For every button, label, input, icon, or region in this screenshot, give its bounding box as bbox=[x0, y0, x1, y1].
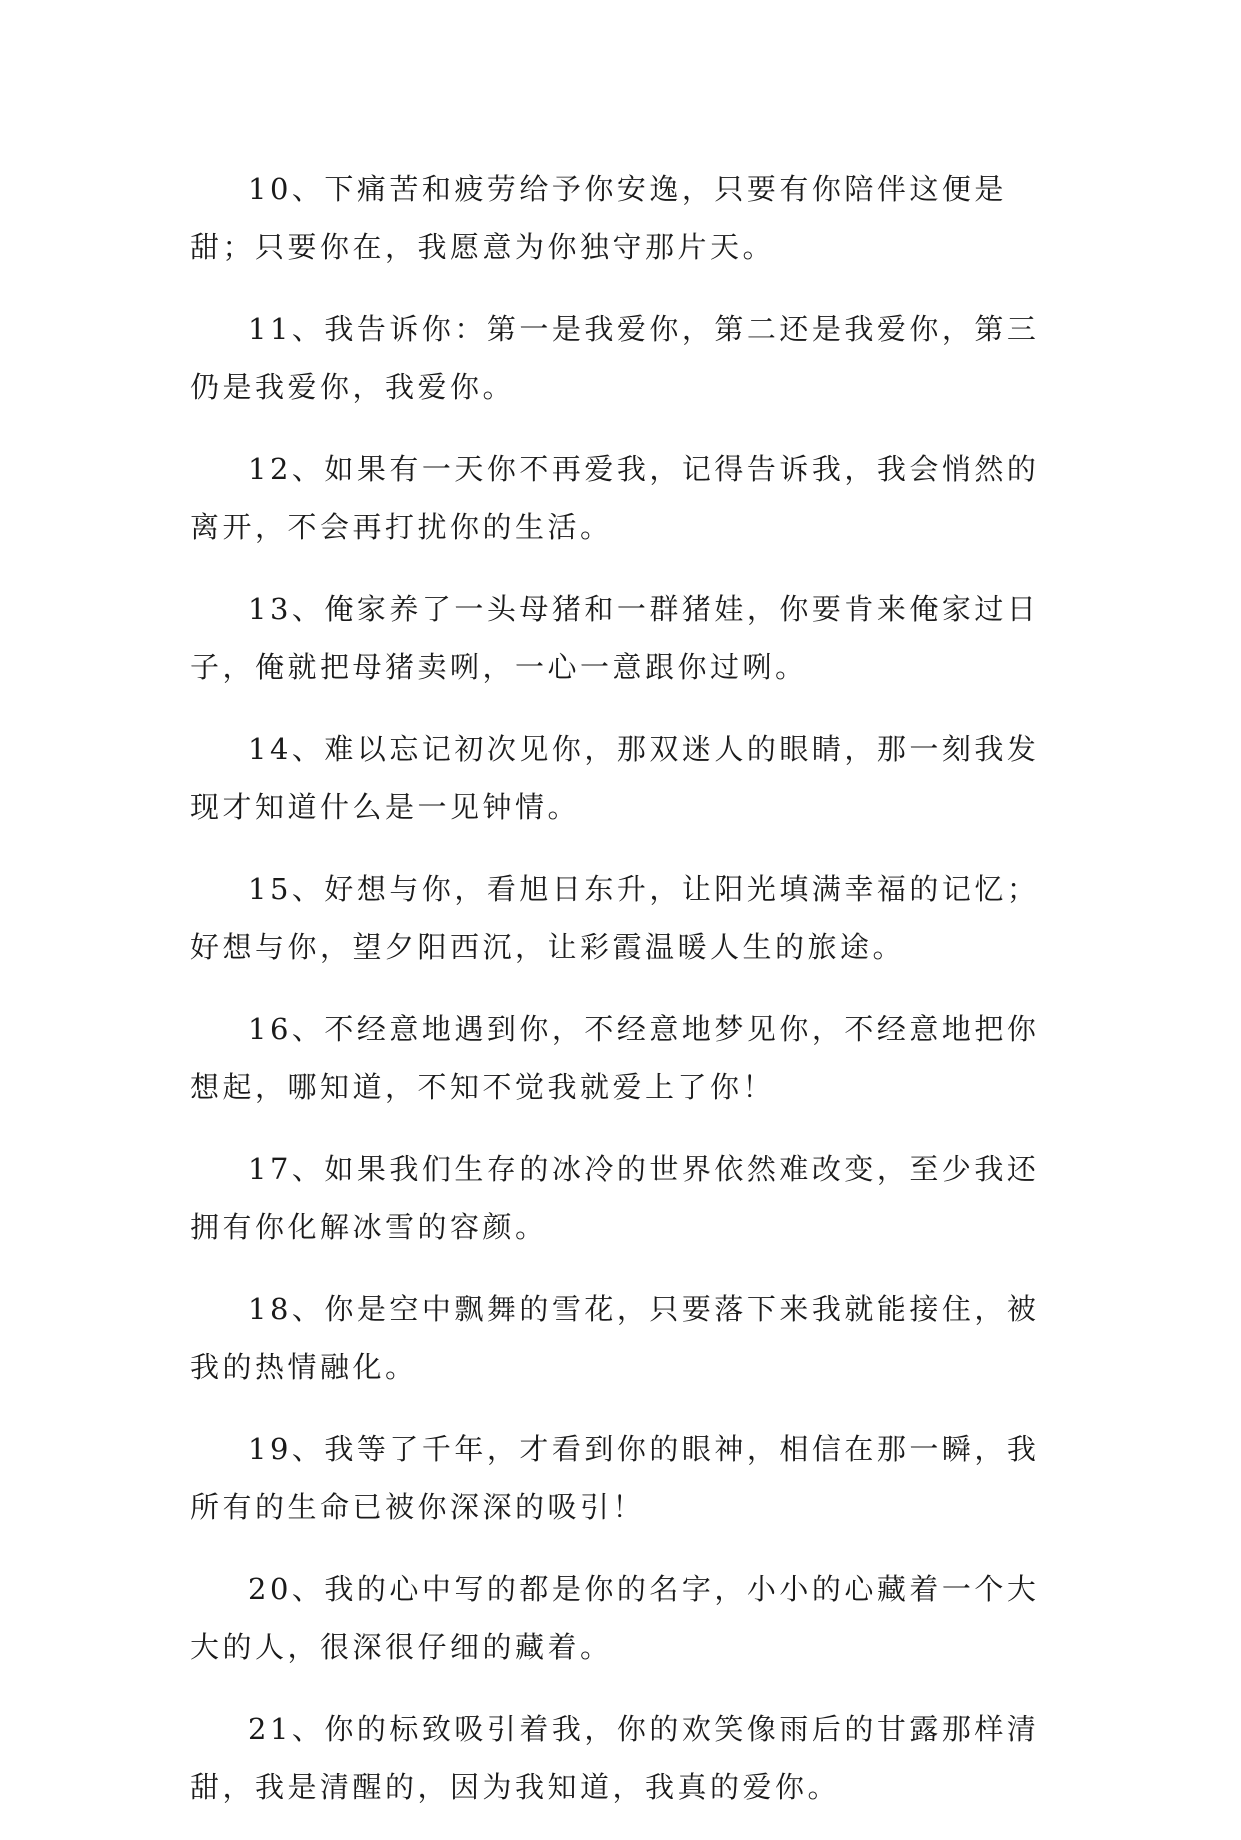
paragraph: 14、难以忘记初次见你，那双迷人的眼睛，那一刻我发现才知道什么是一见钟情。 bbox=[190, 732, 1040, 824]
paragraph: 19、我等了千年，才看到你的眼神，相信在那一瞬，我所有的生命已被你深深的吸引！ bbox=[190, 1432, 1040, 1524]
paragraph: 21、你的标致吸引着我，你的欢笑像雨后的甘露那样清甜，我是清醒的，因为我知道，我真的爱你。 bbox=[190, 1712, 1040, 1804]
paragraph: 12、如果有一天你不再爱我，记得告诉我，我会悄然的离开，不会再打扰你的生活。 bbox=[190, 452, 1040, 544]
paragraph: 10、下痛苦和疲劳给予你安逸，只要有你陪伴这便是甜；只要你在，我愿意为你独守那片天。 bbox=[190, 172, 1007, 264]
paragraph: 15、好想与你，看旭日东升，让阳光填满幸福的记忆；好想与你，望夕阳西沉，让彩霞温暖人生的旅途。 bbox=[190, 872, 1040, 964]
document-body bbox=[190, 160, 1060, 1840]
paragraph: 16、不经意地遇到你，不经意地梦见你，不经意地把你想起，哪知道，不知不觉我就爱上了你！ bbox=[190, 1012, 1040, 1104]
paragraph: 11、我告诉你：第一是我爱你，第二还是我爱你，第三仍是我爱你，我爱你。 bbox=[190, 312, 1040, 404]
paragraph: 18、你是空中飘舞的雪花，只要落下来我就能接住，被我的热情融化。 bbox=[190, 1292, 1040, 1384]
paragraph: 17、如果我们生存的冰冷的世界依然难改变，至少我还拥有你化解冰雪的容颜。 bbox=[190, 1152, 1040, 1244]
paragraph: 13、俺家养了一头母猪和一群猪娃，你要肯来俺家过日子，俺就把母猪卖咧，一心一意跟你过咧。 bbox=[190, 592, 1040, 684]
paragraph: 20、我的心中写的都是你的名字，小小的心藏着一个大大的人，很深很仔细的藏着。 bbox=[190, 1572, 1040, 1664]
